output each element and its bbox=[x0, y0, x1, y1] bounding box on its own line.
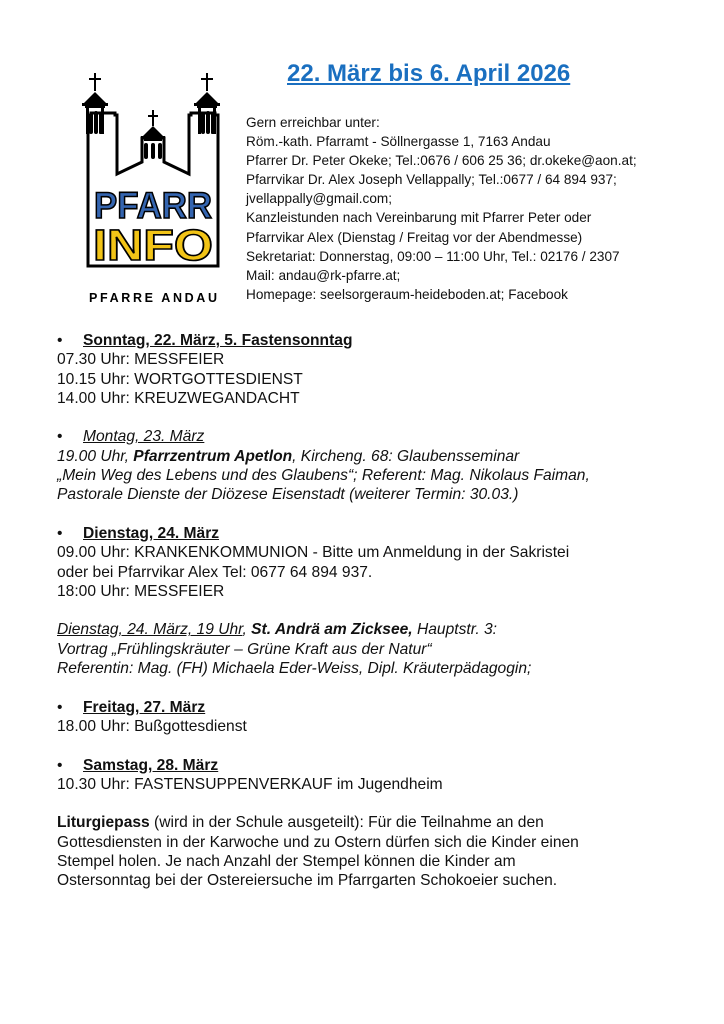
contact-line: Homepage: seelsorgeraum-heideboden.at; Facebook bbox=[246, 286, 568, 302]
contact-line: Sekretariat: Donnerstag, 09:00 – 11:00 Uhr, Tel.: 02176 / 2307 bbox=[246, 248, 620, 264]
schedule-item: 18.00 Uhr: Bußgottesdienst bbox=[57, 717, 247, 735]
paragraph-text: Stempel holen. Je nach Anzahl der Stempel können die Kinder am bbox=[57, 853, 516, 871]
event-time: 19.00 Uhr, bbox=[57, 447, 134, 465]
section-friday bbox=[57, 698, 667, 737]
page-title: 22. März bis 6. April 2026 bbox=[287, 60, 571, 87]
contact-line: Kanzleistunden nach Vereinbarung mit Pfarrer Peter oder bbox=[246, 210, 592, 226]
section-tuesday bbox=[57, 524, 667, 601]
bullet-icon: • bbox=[57, 332, 63, 349]
schedule-item: 09.00 Uhr: KRANKENKOMMUNION - Bitte um Anmeldung in der Sakristei bbox=[57, 544, 570, 562]
contact-line: Pfarrvikar Dr. Alex Joseph Vellappally; Tel.:0677 / 64 894 937; bbox=[246, 172, 617, 188]
event-address: Hauptstr. 3: bbox=[412, 621, 498, 639]
pfarr-info-logo bbox=[82, 70, 224, 306]
event-detail: „Mein Weg des Lebens und des Glaubens“; Referent: Mag. Nikolaus Faiman, bbox=[57, 467, 590, 485]
contact-line: Röm.-kath. Pfarramt - Söllnergasse 1, 7163 Andau bbox=[246, 134, 551, 150]
paragraph-text: Ostersonntag bei der Ostereiersuche im Pfarrgarten Schokoeier suchen. bbox=[57, 872, 558, 890]
contact-line: Gern erreichbar unter: bbox=[246, 115, 380, 130]
schedule-item: 18:00 Uhr: MESSFEIER bbox=[57, 582, 225, 600]
event-place: Pfarrzentrum Apetlon bbox=[133, 447, 293, 465]
event-detail: , Kircheng. 68: Glaubensseminar bbox=[292, 447, 520, 465]
logo-caption: PFARRE ANDAU bbox=[89, 291, 217, 305]
section-heading: Sonntag, 22. März, 5. Fastensonntag bbox=[83, 332, 353, 349]
bullet-icon: • bbox=[57, 698, 63, 716]
schedule-item: 07.30 Uhr: MESSFEIER bbox=[57, 351, 225, 369]
schedule-item: 10.15 Uhr: WORTGOTTESDIENST bbox=[57, 370, 303, 388]
logo-pfarr-text: PFARR bbox=[94, 185, 212, 226]
contact-line: Pfarrer Dr. Peter Okeke; Tel.:0676 / 606 25 36; dr.okeke@aon.at; bbox=[246, 153, 637, 169]
section-monday bbox=[57, 427, 667, 504]
liturgiepass-label: Liturgiepass bbox=[57, 814, 150, 832]
schedule-item: 14.00 Uhr: KREUZWEGANDACHT bbox=[57, 389, 300, 407]
event-detail: Pastorale Dienste der Diözese Eisenstadt (weiterer Termin: 30.03.) bbox=[57, 486, 519, 504]
schedule-item: 10.30 Uhr: FASTENSUPPENVERKAUF im Jugendheim bbox=[57, 775, 443, 793]
section-tuesday-event bbox=[57, 620, 667, 678]
event-sep: , bbox=[242, 621, 252, 639]
bullet-icon: • bbox=[57, 756, 63, 774]
contact-line: Pfarrvikar Alex (Dienstag / Freitag vor der Abendmesse) bbox=[246, 229, 583, 245]
schedule-item: oder bei Pfarrvikar Alex Tel: 0677 64 894 937. bbox=[57, 563, 373, 581]
section-heading: Montag, 23. März bbox=[83, 428, 205, 446]
event-detail: Referentin: Mag. (FH) Michaela Eder-Weiss, Dipl. Kräuterpädagogin; bbox=[57, 660, 532, 678]
section-liturgiepass bbox=[57, 813, 667, 890]
section-heading: Freitag, 27. März bbox=[83, 698, 206, 716]
schedule bbox=[57, 331, 667, 891]
section-sunday bbox=[57, 331, 667, 408]
bullet-icon: • bbox=[57, 524, 63, 542]
section-heading: Samstag, 28. März bbox=[83, 756, 219, 774]
contact-line: jvellappally@gmail.com; bbox=[246, 191, 393, 207]
contact-line: Mail: andau@rk-pfarre.at; bbox=[246, 267, 401, 283]
section-saturday bbox=[57, 756, 667, 795]
paragraph-text: (wird in der Schule ausgeteilt): Für die Teilnahme an den bbox=[149, 814, 544, 832]
bullet-icon: • bbox=[57, 428, 63, 446]
event-detail: Vortrag „Frühlingskräuter – Grüne Kraft aus der Natur“ bbox=[57, 640, 432, 658]
contact-block bbox=[246, 113, 637, 304]
section-heading: Dienstag, 24. März bbox=[83, 524, 220, 542]
event-date: Dienstag, 24. März, 19 Uhr bbox=[57, 621, 243, 639]
logo-info-text: INFO bbox=[93, 221, 213, 270]
paragraph-text: Gottesdiensten in der Karwoche und zu Ostern dürfen sich die Kinder einen bbox=[57, 833, 579, 851]
event-place: St. Andrä am Zicksee, bbox=[251, 621, 413, 639]
